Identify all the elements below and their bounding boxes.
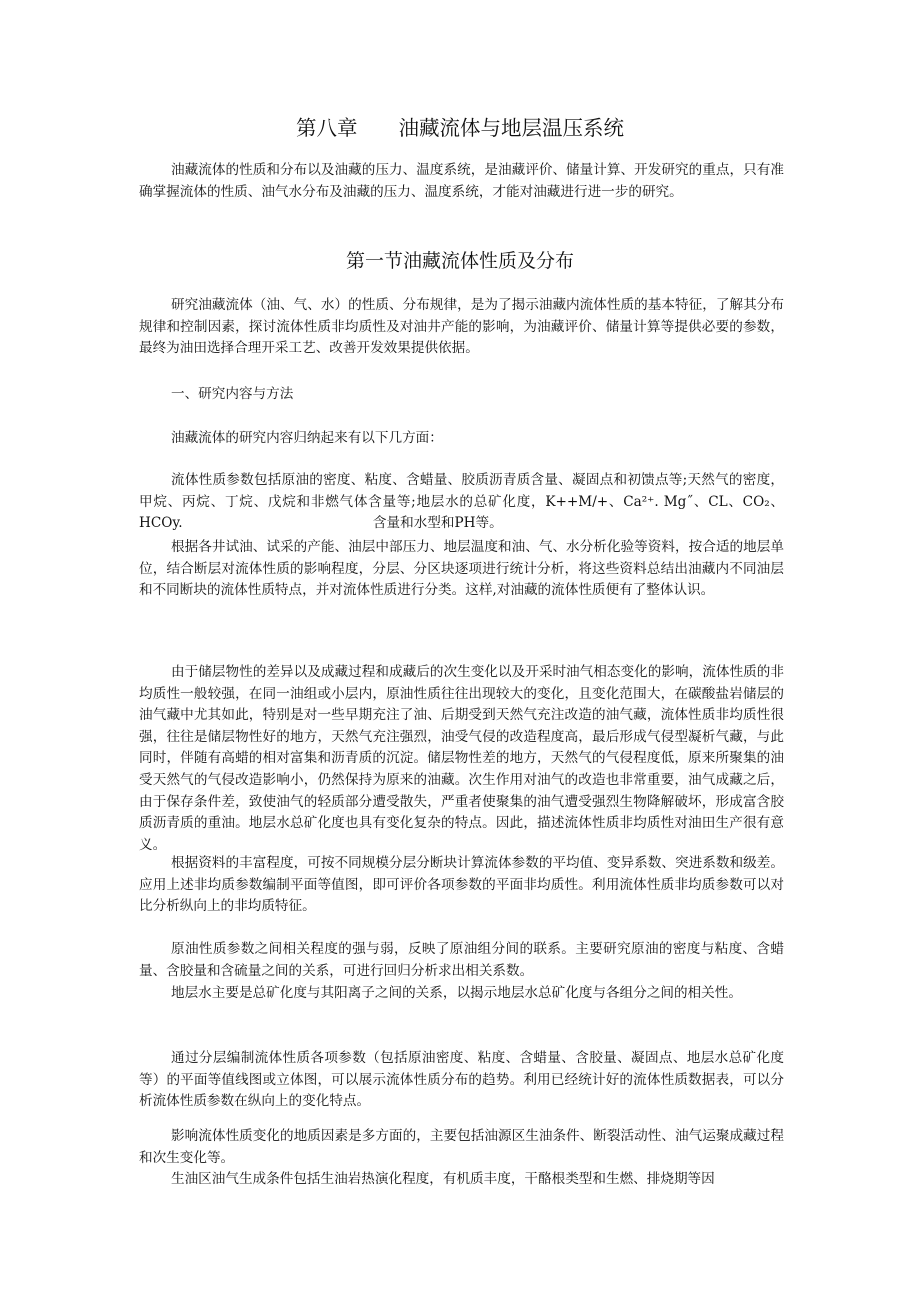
source-conditions-paragraph: 生油区油气生成条件包括生油岩热演化程度，有机质丰度，干酪根类型和生燃、排烧期等因: [171, 1171, 715, 1187]
section-title: 第一节油藏流体性质及分布: [345, 250, 574, 272]
correlation-paragraph: 原油性质参数之间相关程度的强与弱，反映了原油组分间的联系。主要研究原油的密度与粘度、含蜡量、含胶量和含硫量之间的关系，可进行回归分析求出相关系数。: [139, 941, 784, 979]
heterogeneity-paragraph: 由于储层物性的差异以及成藏过程和成藏后的次生变化以及开采时油气相态变化的影响，流体性质的非均质性一般较强，在同一油组或小层内，原油性质往往出现较大的变化，且变化范围大，在碳酸盐岩储层的油气藏中尤其如此，特别是对一些早期充注了油、后期受到天然气充注改造的油气藏，流体性质非均质性很强，往往是储层物性好的地方，天然气充注强烈，油受气侵的改造程度高，最后形成气侵型凝析气藏，与此同时，伴随有高蜡的相对富集和沥青质的沉淀。储层物性差的地方，天然气的气侵程度低，原来所聚集的油受天然气的气侵改造影响小，仍然保持为原来的油藏。次生作用对油气的改造也非常重要，油气成藏之后，由于保存条件差，致使油气的轻质部分遭受散失，严重者使聚集的油气遭受强烈生物降解破坏，形成富含胶质沥青质的重油。地层水总矿化度也具有变化复杂的特点。因此，描述流体性质非均质性对油田生产很有意义。: [139, 664, 784, 853]
geologic-factors-paragraph: 影响流体性质变化的地质因素是多方面的，主要包括油源区生油条件、断裂活动性、油气运聚成藏过程和次生变化等。: [139, 1128, 784, 1166]
intro-paragraph: 油藏流体的性质和分布以及油藏的压力、温度系统，是油藏评价、储量计算、开发研究的重点，只有准确掌握流体的性质、油气水分布及油藏的压力、温度系统，才能对油藏进行进一步的研究。: [139, 162, 784, 200]
subheading-research-content: 一、研究内容与方法: [171, 386, 294, 402]
contour-maps-paragraph: 通过分层编制流体性质各项参数（包括原油密度、粘度、含蜡量、含胶量、凝固点、地层水总矿化度等）的平面等值线图或立体图，可以展示流体性质分布的趋势。利用已经统计好的流体性质数据表，可以分析流体性质参数在纵向上的变化特点。: [139, 1050, 784, 1110]
contents-lead-line: 油藏流体的研究内容归纳起来有以下几方面：: [171, 430, 443, 446]
section-intro-paragraph: 研究油藏流体（油、气、水）的性质、分布规律，是为了揭示油藏内流体性质的基本特征，了解其分布规律和控制因素，探讨流体性质非均质性及对油井产能的影响，为油藏评价、储量计算等提供必要的参数，最终为油田选择合理开采工艺、改善开发效果提供依据。: [139, 297, 784, 357]
formation-water-paragraph: 地层水主要是总矿化度与其阳离子之间的关系，以揭示地层水总矿化度与各组分之间的相关性。: [171, 985, 742, 1001]
statistics-paragraph: 根据各井试油、试采的产能、油层中部压力、地层温度和油、气、水分析化验等资料，按合适的地层单位，结合断层对流体性质的影响程度，分层、分区块逐项进行统计分析，将这些资料总结出油藏内不同油层和不同断块的流体性质特点，并对流体性质进行分类。这样,对油藏的流体性质便有了整体认识。: [139, 539, 784, 599]
calculation-paragraph: 根据资料的丰富程度，可按不同规模分层分断块计算流体参数的平均值、变异系数、突进系数和级差。应用上述非均质参数编制平面等值图，即可评价各项参数的平面非均质性。利用流体性质非均质参数可以对比分析纵向上的非均质特征。: [139, 855, 784, 915]
chapter-title: 第八章 油藏流体与地层温压系统: [296, 116, 624, 140]
fluid-parameters-paragraph: 流体性质参数包括原油的密度、粘度、含蜡量、胶质沥青质含量、凝固点和初馈点等;天然气的密度，甲烷、丙烷、丁烷、戊烷和非燃气体含量等;地层水的总矿化度，K++M/+、Ca²⁺. Mg˝、CL、CO₂、HCOy. 含量和水型和PH等。: [139, 472, 784, 532]
